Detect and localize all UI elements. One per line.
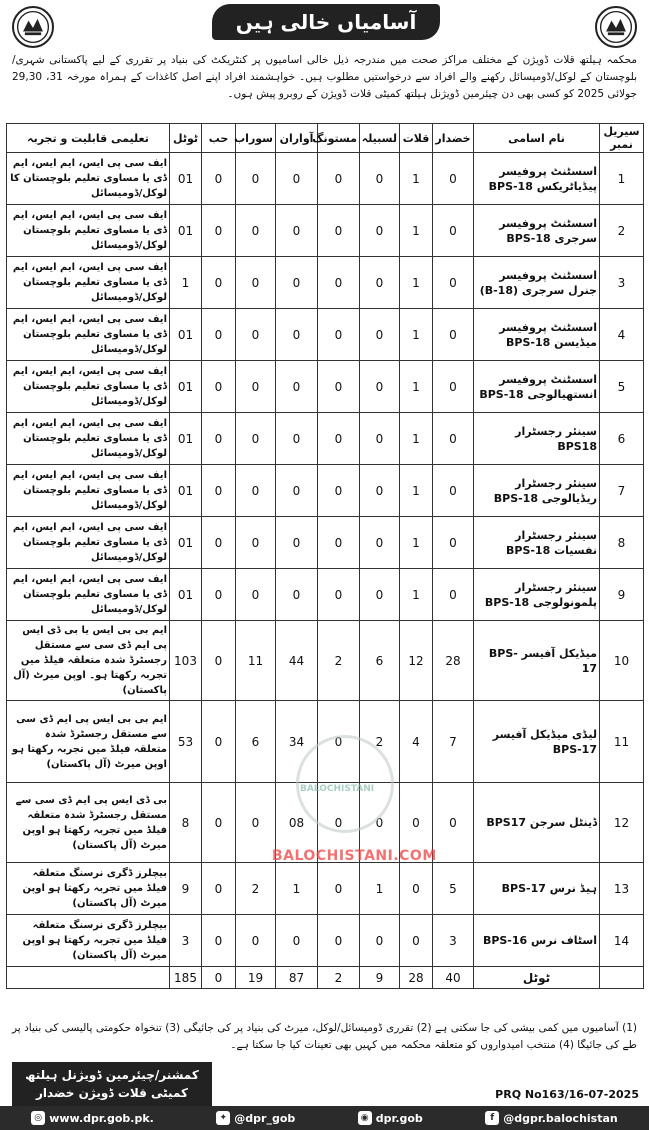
column-header: تعلیمی قابلیت و تجربہ: [7, 124, 170, 153]
total-cell-q: 28: [400, 967, 433, 989]
count-cell-t: 01: [170, 517, 202, 569]
count-cell-q: 1: [400, 153, 433, 205]
column-header: آواران: [276, 124, 318, 153]
globe-icon: ◎: [31, 1111, 45, 1125]
total-cell-s: 19: [236, 967, 276, 989]
count-cell-a: 0: [276, 361, 318, 413]
count-cell-s: 0: [236, 915, 276, 967]
total-label: ٹوٹل: [474, 967, 600, 989]
count-cell-t: 01: [170, 361, 202, 413]
count-cell-h: 0: [202, 413, 236, 465]
watermark-site: BALOCHISTANI.COM: [272, 848, 437, 864]
count-cell-k: 0: [433, 413, 474, 465]
total-row: [7, 967, 644, 989]
count-cell-m: 0: [318, 257, 360, 309]
count-cell-t: 9: [170, 863, 202, 915]
serial-cell: 2: [600, 205, 644, 257]
instagram-icon: ◉: [358, 1111, 372, 1125]
count-cell-a: 0: [276, 413, 318, 465]
count-cell-k: 0: [433, 361, 474, 413]
count-cell-h: 0: [202, 153, 236, 205]
count-cell-l: 0: [360, 569, 400, 621]
count-cell-t: 01: [170, 153, 202, 205]
count-cell-a: 0: [276, 257, 318, 309]
count-cell-h: 0: [202, 205, 236, 257]
total-cell-k: 40: [433, 967, 474, 989]
count-cell-q: 1: [400, 465, 433, 517]
table-row: [7, 257, 644, 309]
table-row: [7, 413, 644, 465]
count-cell-h: 0: [202, 701, 236, 783]
count-cell-s: 0: [236, 153, 276, 205]
count-cell-q: 0: [400, 915, 433, 967]
count-cell-h: 0: [202, 621, 236, 701]
count-cell-t: 01: [170, 205, 202, 257]
count-cell-q: 0: [400, 863, 433, 915]
post-name-cell: سینئر رجسٹرار نفسیات BPS-18: [474, 517, 600, 569]
count-cell-k: 5: [433, 863, 474, 915]
qualification-cell: ایف سی پی ایس، ایم ایس، ایم ڈی یا مساوی تعلیم بلوچستان لوکل/ڈومیسائل: [7, 569, 170, 621]
facebook-icon: f: [485, 1111, 499, 1125]
count-cell-m: 0: [318, 465, 360, 517]
watermark-brand: BALOCHISTANI: [300, 784, 375, 794]
count-cell-h: 0: [202, 361, 236, 413]
count-cell-s: 0: [236, 257, 276, 309]
column-header: سوراب: [236, 124, 276, 153]
count-cell-m: 0: [318, 569, 360, 621]
count-cell-a: 0: [276, 153, 318, 205]
count-cell-t: 01: [170, 413, 202, 465]
count-cell-m: 0: [318, 915, 360, 967]
footer-instagram-text: dpr.gob: [375, 1111, 423, 1125]
count-cell-h: 0: [202, 465, 236, 517]
footer-twitter-text: @dpr_gob: [234, 1111, 296, 1125]
count-cell-t: 1: [170, 257, 202, 309]
post-name-cell: اسسٹنٹ پروفیسر انستھیالوجی BPS-18: [474, 361, 600, 413]
count-cell-a: 0: [276, 517, 318, 569]
footer: [0, 1106, 649, 1130]
count-cell-k: 3: [433, 915, 474, 967]
count-cell-h: 0: [202, 783, 236, 863]
table-row: [7, 361, 644, 413]
serial-cell: 10: [600, 621, 644, 701]
count-cell-t: 01: [170, 569, 202, 621]
count-cell-a: 44: [276, 621, 318, 701]
qualification-cell: بیچلرز ڈگری نرسنگ متعلقہ فیلڈ میں تجربہ رکھتا ہو اوپن میرٹ (آل پاکستان): [7, 863, 170, 915]
count-cell-k: 0: [433, 309, 474, 361]
serial-cell: 11: [600, 701, 644, 783]
footer-website-text: www.dpr.gob.pk.: [49, 1111, 154, 1125]
count-cell-m: 0: [318, 361, 360, 413]
serial-cell: 7: [600, 465, 644, 517]
footer-facebook-text: @dgpr.balochistan: [503, 1111, 618, 1125]
count-cell-m: 0: [318, 783, 360, 863]
qualification-cell: ایف سی پی ایس، ایم ایس، ایم ڈی یا مساوی تعلیم بلوچستان لوکل/ڈومیسائل: [7, 309, 170, 361]
count-cell-h: 0: [202, 309, 236, 361]
qualification-cell: ایم بی بی ایس پی ایم ڈی سی سے مستقل رجسٹرڈ شدہ متعلقہ فیلڈ میں تجربہ رکھتا ہو اوپن میرٹ (آل پاکستان): [7, 701, 170, 783]
count-cell-s: 0: [236, 413, 276, 465]
count-cell-m: 0: [318, 413, 360, 465]
count-cell-s: 0: [236, 783, 276, 863]
serial-cell: 3: [600, 257, 644, 309]
count-cell-l: 0: [360, 257, 400, 309]
total-cell-m: 2: [318, 967, 360, 989]
count-cell-s: 0: [236, 361, 276, 413]
serial-cell: 12: [600, 783, 644, 863]
table-row: [7, 309, 644, 361]
column-header: ٹوٹل: [170, 124, 202, 153]
intro-paragraph: محکمہ ہیلتھ قلات ڈویژن کے مختلف مراکز صحت میں مندرجہ ذیل خالی اسامیوں پر کنٹریکٹ کی بنیاد پر تقرری کے لیے پاکستانی شہری/بلوچستان کے لوکل/ڈومیسائل رکھنے والے افراد سے درخواستیں مطلوب ہیں۔ خواہشمند افراد اپنے اصل کاغذات کے ہمراہ مورخہ 31، 29,30 جولائی 2025 کو کسی بھی دن چیئرمین ڈویژنل ہیلتھ کمیٹی قلات ڈویژن کے روبرو پیش ہوں۔: [12, 54, 637, 100]
count-cell-l: 0: [360, 915, 400, 967]
count-cell-m: 0: [318, 517, 360, 569]
count-cell-k: 28: [433, 621, 474, 701]
count-cell-s: 0: [236, 465, 276, 517]
count-cell-t: 103: [170, 621, 202, 701]
count-cell-a: 1: [276, 863, 318, 915]
serial-cell: 4: [600, 309, 644, 361]
post-name-cell: اسسٹنٹ پروفیسر میڈیسن BPS-18: [474, 309, 600, 361]
count-cell-s: 0: [236, 569, 276, 621]
count-cell-l: 0: [360, 153, 400, 205]
count-cell-m: 0: [318, 701, 360, 783]
count-cell-l: 2: [360, 701, 400, 783]
notes: (1) آسامیوں میں کمی بیشی کی جا سکتی ہے (2) تقرری ڈومیسائل/لوکل، میرٹ کی بنیاد پر کی جائیگی (3) تنخواہ حکومتی پالیسی کی بنیاد پر طے کی جائیگا (4) منتخب امیدواروں کو متعلقہ محکمہ میں کہیں بھی تعینات کیا جا سکتا ہے۔: [12, 1022, 638, 1051]
qualification-cell: ایم بی بی ایس یا بی ڈی ایس پی ایم ڈی سی سے مستقل رجسٹرڈ شدہ متعلقہ فیلڈ میں تجربہ رکھتا ہو۔ اوپن میرٹ (آل پاکستان): [7, 621, 170, 701]
government-emblem-right: [595, 6, 637, 48]
total-cell-a: 87: [276, 967, 318, 989]
serial-cell: 1: [600, 153, 644, 205]
count-cell-k: 0: [433, 257, 474, 309]
column-header: سیریل نمبر: [600, 124, 644, 153]
serial-cell: 5: [600, 361, 644, 413]
table-row: [7, 153, 644, 205]
post-name-cell: سینئر رجسٹرار پلمونولوجی BPS-18: [474, 569, 600, 621]
count-cell-h: 0: [202, 257, 236, 309]
column-header: مستونگ: [318, 124, 360, 153]
post-name-cell: ڈینٹل سرجن BPS17: [474, 783, 600, 863]
count-cell-l: 0: [360, 309, 400, 361]
qualification-cell: ایف سی پی ایس، ایم ایس، ایم ڈی یا مساوی تعلیم بلوچستان لوکل/ڈومیسائل: [7, 257, 170, 309]
count-cell-t: 8: [170, 783, 202, 863]
post-name-cell: اسٹاف نرس BPS-16: [474, 915, 600, 967]
qualification-cell: ایف سی پی ایس، ایم ایس، ایم ڈی یا مساوی تعلیم بلوچستان لوکل/ڈومیسائل: [7, 517, 170, 569]
signature-block: [12, 1062, 212, 1106]
count-cell-t: 01: [170, 309, 202, 361]
count-cell-h: 0: [202, 863, 236, 915]
qualification-cell: ایف سی پی ایس، ایم ایس، ایم ڈی یا مساوی تعلیم بلوچستان لوکل/ڈومیسائل: [7, 465, 170, 517]
qualification-cell: ایف سی پی ایس، ایم ایس، ایم ڈی یا مساوی تعلیم بلوچستان لوکل/ڈومیسائل: [7, 205, 170, 257]
post-name-cell: ہیڈ نرس BPS-17: [474, 863, 600, 915]
table-row: [7, 701, 644, 783]
count-cell-h: 0: [202, 915, 236, 967]
count-cell-l: 0: [360, 205, 400, 257]
qualification-cell: بی ڈی ایس پی ایم ڈی سی سے مستقل رجسٹرڈ شدہ متعلقہ فیلڈ میں تجربہ رکھتا ہو اوپن میرٹ (آل پاکستان): [7, 783, 170, 863]
serial-cell: 13: [600, 863, 644, 915]
count-cell-s: 2: [236, 863, 276, 915]
serial-cell: 8: [600, 517, 644, 569]
count-cell-q: 0: [400, 783, 433, 863]
table-row: [7, 621, 644, 701]
twitter-icon: ✦: [216, 1111, 230, 1125]
count-cell-m: 0: [318, 863, 360, 915]
count-cell-q: 12: [400, 621, 433, 701]
count-cell-q: 1: [400, 569, 433, 621]
count-cell-t: 3: [170, 915, 202, 967]
count-cell-l: 6: [360, 621, 400, 701]
count-cell-t: 01: [170, 465, 202, 517]
qualification-cell: ایف سی پی ایس، ایم ایس، ایم ڈی یا مساوی تعلیم بلوچستان لوکل/ڈومیسائل: [7, 361, 170, 413]
count-cell-h: 0: [202, 517, 236, 569]
count-cell-l: 0: [360, 517, 400, 569]
column-header: خضدار: [433, 124, 474, 153]
page-title: آسامیاں خالی ہیں: [212, 4, 440, 40]
count-cell-q: 1: [400, 517, 433, 569]
post-name-cell: اسسٹنٹ پروفیسر پیڈیاٹریکس BPS-18: [474, 153, 600, 205]
total-cell-l: 9: [360, 967, 400, 989]
signature-line-2: کمیٹی قلات ڈویژن خضدار: [36, 1086, 188, 1100]
count-cell-k: 0: [433, 153, 474, 205]
table-header-row: [7, 124, 644, 153]
table-row: [7, 915, 644, 967]
count-cell-l: 0: [360, 465, 400, 517]
count-cell-k: 0: [433, 783, 474, 863]
count-cell-m: 2: [318, 621, 360, 701]
qualification-cell: ایف سی پی ایس، ایم ایس، ایم ڈی یا مساوی تعلیم بلوچستان کا لوکل/ڈومیسائل: [7, 153, 170, 205]
count-cell-q: 1: [400, 361, 433, 413]
prq-number: PRQ No163/16-07-2025: [495, 1088, 639, 1101]
count-cell-l: 0: [360, 361, 400, 413]
count-cell-q: 1: [400, 413, 433, 465]
count-cell-q: 1: [400, 205, 433, 257]
signature-line-1: کمشنر/چیئرمین ڈویژنل ہیلتھ: [25, 1068, 199, 1082]
count-cell-t: 53: [170, 701, 202, 783]
post-name-cell: سینئر رجسٹرار ریڈیالوجی BPS-18: [474, 465, 600, 517]
serial-cell: 9: [600, 569, 644, 621]
column-header: نام اسامی: [474, 124, 600, 153]
footer-facebook[interactable]: [485, 1111, 617, 1125]
footer-website[interactable]: [31, 1111, 154, 1125]
count-cell-k: 0: [433, 517, 474, 569]
count-cell-s: 11: [236, 621, 276, 701]
post-name-cell: لیڈی میڈیکل آفیسر BPS-17: [474, 701, 600, 783]
column-header: حب: [202, 124, 236, 153]
table-row: [7, 517, 644, 569]
count-cell-k: 0: [433, 569, 474, 621]
table-row: [7, 863, 644, 915]
table-row: [7, 569, 644, 621]
count-cell-a: 0: [276, 465, 318, 517]
total-empty-cell: [600, 967, 644, 989]
count-cell-m: 0: [318, 205, 360, 257]
count-cell-l: 0: [360, 413, 400, 465]
table-row: [7, 205, 644, 257]
count-cell-k: 7: [433, 701, 474, 783]
count-cell-l: 1: [360, 863, 400, 915]
post-name-cell: سینئر رجسٹرار BPS18: [474, 413, 600, 465]
post-name-cell: اسسٹنٹ پروفیسر جنرل سرجری (B-18): [474, 257, 600, 309]
count-cell-q: 4: [400, 701, 433, 783]
total-cell-t: 185: [170, 967, 202, 989]
count-cell-k: 0: [433, 205, 474, 257]
count-cell-a: 0: [276, 309, 318, 361]
footer-twitter[interactable]: [216, 1111, 295, 1125]
count-cell-a: 0: [276, 569, 318, 621]
column-header: قلات: [400, 124, 433, 153]
post-name-cell: میڈیکل آفیسر BPS-17: [474, 621, 600, 701]
count-cell-a: 08: [276, 783, 318, 863]
count-cell-a: 34: [276, 701, 318, 783]
count-cell-q: 1: [400, 309, 433, 361]
qualification-cell: بیچلرز ڈگری نرسنگ متعلقہ فیلڈ میں تجربہ رکھتا ہو اوپن میرٹ (آل پاکستان): [7, 915, 170, 967]
count-cell-s: 6: [236, 701, 276, 783]
count-cell-a: 0: [276, 205, 318, 257]
footer-instagram[interactable]: [358, 1111, 423, 1125]
column-header: لسبیلہ: [360, 124, 400, 153]
total-cell-h: 0: [202, 967, 236, 989]
post-name-cell: اسسٹنٹ پروفیسر سرجری BPS-18: [474, 205, 600, 257]
count-cell-m: 0: [318, 309, 360, 361]
count-cell-q: 1: [400, 257, 433, 309]
count-cell-s: 0: [236, 205, 276, 257]
count-cell-m: 0: [318, 153, 360, 205]
table-row: [7, 465, 644, 517]
government-emblem-left: [12, 6, 54, 48]
count-cell-h: 0: [202, 569, 236, 621]
total-empty-cell: [7, 967, 170, 989]
count-cell-s: 0: [236, 309, 276, 361]
count-cell-k: 0: [433, 465, 474, 517]
serial-cell: 6: [600, 413, 644, 465]
count-cell-s: 0: [236, 517, 276, 569]
count-cell-a: 0: [276, 915, 318, 967]
qualification-cell: ایف سی پی ایس، ایم ایس، ایم ڈی یا مساوی تعلیم بلوچستان لوکل/ڈومیسائل: [7, 413, 170, 465]
count-cell-l: 0: [360, 783, 400, 863]
header: [0, 0, 649, 50]
serial-cell: 14: [600, 915, 644, 967]
